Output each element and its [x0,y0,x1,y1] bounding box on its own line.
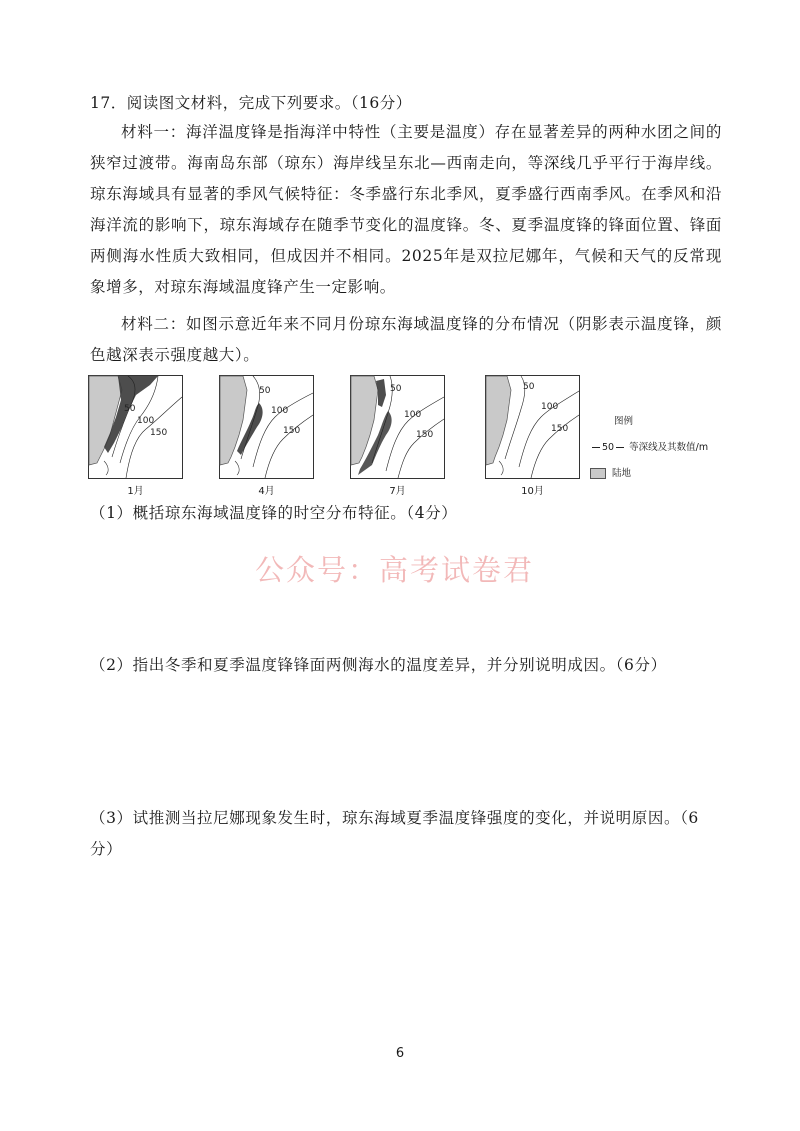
map-caption: 10月 [521,486,544,497]
legend-title: 图例 [614,416,634,427]
question-title: 17．阅读图文材料，完成下列要求。（16分） [90,94,412,112]
legend-isobath-value: 50 [602,442,615,453]
contour-label-50: 50 [523,382,535,392]
subquestion-3: （3）试推测当拉尼娜现象发生时，琼东海域夏季温度锋强度的变化，并说明原因。（6分） [90,809,699,858]
figure-maps [88,375,728,495]
contour-label-150: 150 [150,428,168,438]
legend-land-label: 陆地 [612,468,632,479]
page-number: 6 [395,1046,405,1061]
material-one: 材料一：海洋温度锋是指海洋中特性（主要是温度）存在显著差异的两种水团之间的狭窄过渡带。海南岛东部（琼东）海岸线呈东北—西南走向，等深线几乎平行于海岸线。琼东海域具有显著的季风气候特征：冬季盛行东北季风，夏季盛行西南季风。在季风和沿海洋流的影响下，琼东海域存在随季节变化的温度锋。冬、夏季温度锋的锋面位置、锋面两侧海水性质大致相同，但成因并不相同。2025年是双拉尼娜年，气候和天气的反常现象增多，对琼东海域温度锋产生一定影响。 [90,123,722,296]
contour-label-50: 50 [259,386,271,396]
legend-land [590,465,631,479]
contour-label-100: 100 [271,406,289,416]
legend-isobath [590,439,708,453]
subquestion-2: （2）指出冬季和夏季温度锋锋面两侧海水的温度差异，并分别说明成因。（6分） [90,656,667,674]
isobath-line-icon [592,447,600,448]
legend-isobath-label: 等深线及其数值/m [629,442,709,453]
map-october [485,375,580,497]
watermark: 公众号：高考试卷君 [255,553,535,587]
map-caption: 1月 [127,486,144,497]
land-swatch-icon [590,468,606,479]
contour-label-100: 100 [541,402,559,412]
map-caption: 7月 [389,486,406,497]
subquestion-1: （1）概括琼东海域温度锋的时空分布特征。（4分） [90,504,458,522]
contour-label-100: 100 [137,416,155,426]
material-two: 材料二：如图示意近年来不同月份琼东海域温度锋的分布情况（阴影表示温度锋，颜色越深表示强度越大）。 [90,315,722,364]
map-july-graphic [350,375,445,479]
map-caption: 4月 [258,486,275,497]
map-july [350,375,445,497]
contour-label-50: 50 [390,384,402,394]
map-april-graphic [219,375,314,479]
map-january [88,375,183,497]
map-october-graphic [485,375,580,479]
map-april [219,375,314,497]
isobath-line-icon [616,447,624,448]
contour-label-150: 150 [416,430,434,440]
contour-label-150: 150 [551,424,569,434]
contour-label-100: 100 [404,410,422,420]
contour-label-50: 50 [124,404,136,414]
contour-label-150: 150 [283,426,301,436]
map-january-graphic [88,375,183,479]
